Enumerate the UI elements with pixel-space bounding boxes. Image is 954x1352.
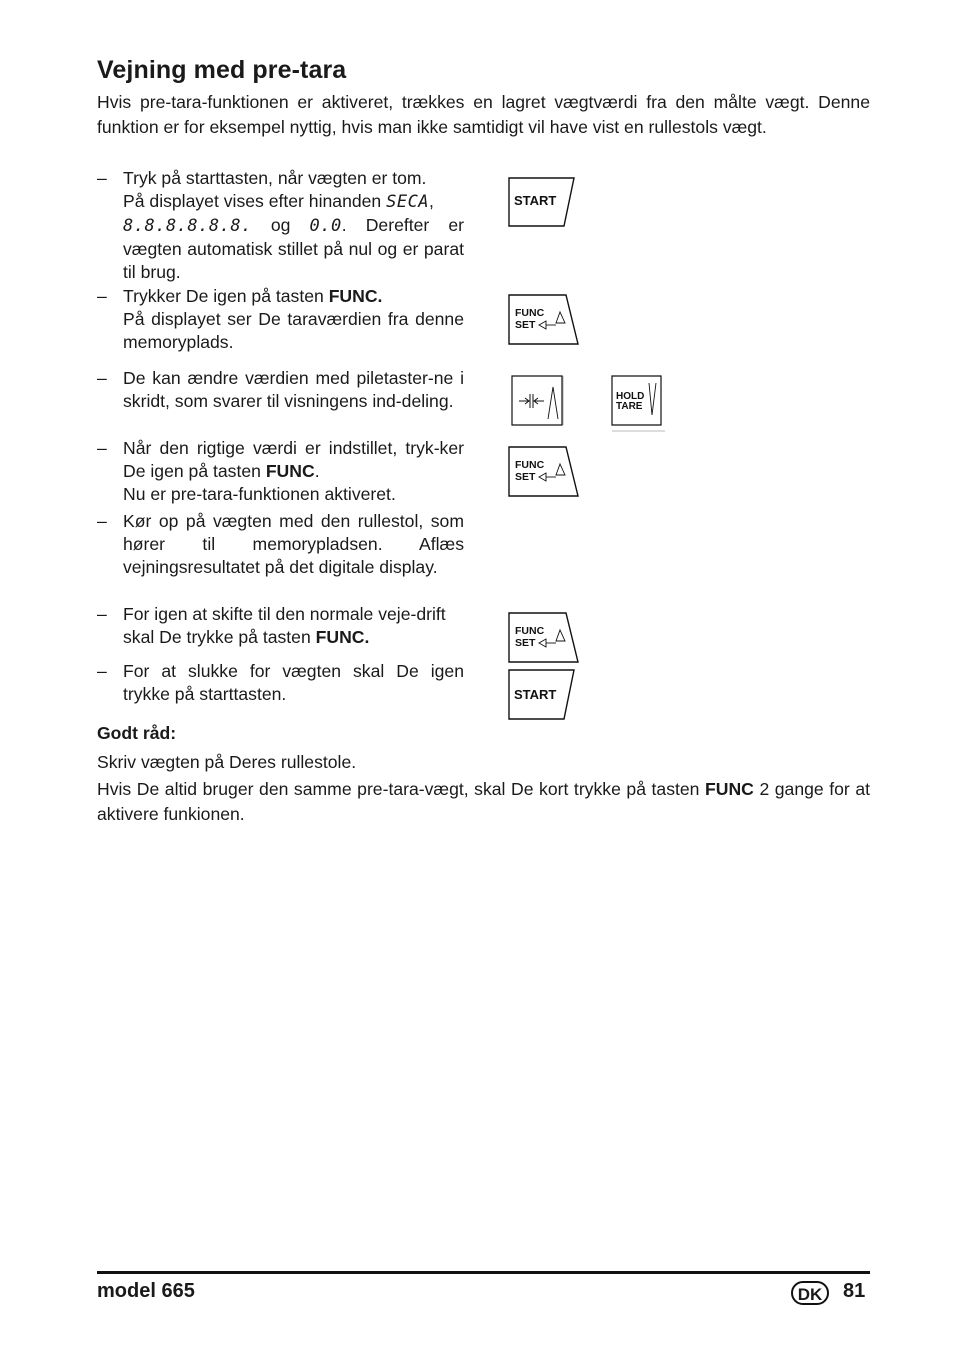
svg-text:SET: SET [515,471,536,483]
svg-text:SET: SET [515,637,536,649]
intro-paragraph: Hvis pre-tara-funktionen er aktiveret, trækkes en lagret vægtværdi fra den målte vægt. Denne funktion er for eksempel nyttig, hvis man ikke samtidigt vil have vist en rullestols vægt. [97,92,870,137]
tip-line-2: Hvis De altid bruger den samme pre-tara-vægt, skal De kort trykke på tasten FUNC 2 gange for at aktivere funkionen. [97,779,871,824]
step-7 [97,660,464,710]
func-key-ref: FUNC [705,779,754,799]
step-5-text: Kør op på vægten med den rullestol, som hører til memorypladsen. Aflæs vejningsresultatet på det digitale display. [123,511,464,577]
svg-text:START: START [514,193,557,208]
step-dash: – [97,511,107,531]
func-set-key-icon [508,612,580,664]
page-title: Vejning med pre-tara [97,56,347,84]
tip-heading: Godt råd: [97,723,177,743]
tip-line-1: Skriv vægten på Deres rullestole. [97,752,357,772]
display-test-readout: 8.8.8.8.8.8. [123,216,252,236]
page-number: 81 [843,1280,866,1302]
svg-text:TARE: TARE [616,401,643,412]
step-2: – Trykker De igen på tasten FUNC. På displayet ser De taraværdien fra denne memoryplads. [97,286,464,352]
step-5 [97,510,464,602]
display-zero-readout: 0.0 [309,216,342,236]
step-1: – Tryk på starttasten, når vægten er tom. På displayet vises efter hinanden SECA, 8.8.8.8.8.8. og 0.0. Derefter er vægten automatisk stillet på nul og er parat til brug. [97,168,464,282]
svg-text:FUNC: FUNC [515,625,545,637]
step-6: – For igen at skifte til den normale veje-drift skal De trykke på tasten FUNC. [97,604,446,647]
step-dash: – [97,168,107,188]
step-dash: – [97,286,107,306]
country-badge: DK [791,1281,829,1305]
arrow-key-icon [511,375,565,427]
step-3-text: De kan ændre værdien med piletaster-ne i skridt, som svarer til visningens ind-deling. [123,368,464,411]
display-seca-readout: SECA [386,192,430,212]
svg-text:FUNC: FUNC [515,459,545,471]
step-1-text-a: På displayet vises efter hinanden [123,191,387,211]
step-1-line-1: Tryk på starttasten, når vægten er tom. [123,168,427,188]
step-2-line-2: På displayet ser De taraværdien fra denne memoryplads. [123,309,464,352]
start-key-icon [508,177,576,227]
func-set-key-icon [508,446,580,498]
svg-text:START: START [514,687,557,702]
func-set-key-icon [508,294,580,346]
step-dash: – [97,604,107,624]
step-dash: – [97,438,107,458]
func-key-ref: FUNC. [315,627,370,647]
hold-tare-key-icon [611,375,669,433]
step-4-line-2: Nu er pre-tara-funktionen aktiveret. [123,484,396,504]
step-7-text: For at slukke for vægten skal De igen trykke på starttasten. [123,661,464,704]
step-dash: – [97,368,107,388]
svg-text:FUNC: FUNC [515,307,545,319]
svg-text:SET: SET [515,319,536,331]
step-4: – Når den rigtige værdi er indstillet, tryk-ker De igen på tasten FUNC. Nu er pre-tara-funktionen aktiveret. [97,438,464,504]
func-key-ref: FUNC [265,461,315,481]
step-3 [97,367,464,437]
footer-divider [97,1271,870,1274]
func-key-ref: FUNC. [328,286,383,306]
svg-text:HOLD: HOLD [616,391,645,402]
start-key-icon [508,669,576,721]
footer-model-name: model 665 [97,1280,195,1302]
step-1-text-b: . Derefter er vægten automatisk stillet på nul og er parat til brug. [123,215,464,282]
step-dash: – [97,661,107,681]
